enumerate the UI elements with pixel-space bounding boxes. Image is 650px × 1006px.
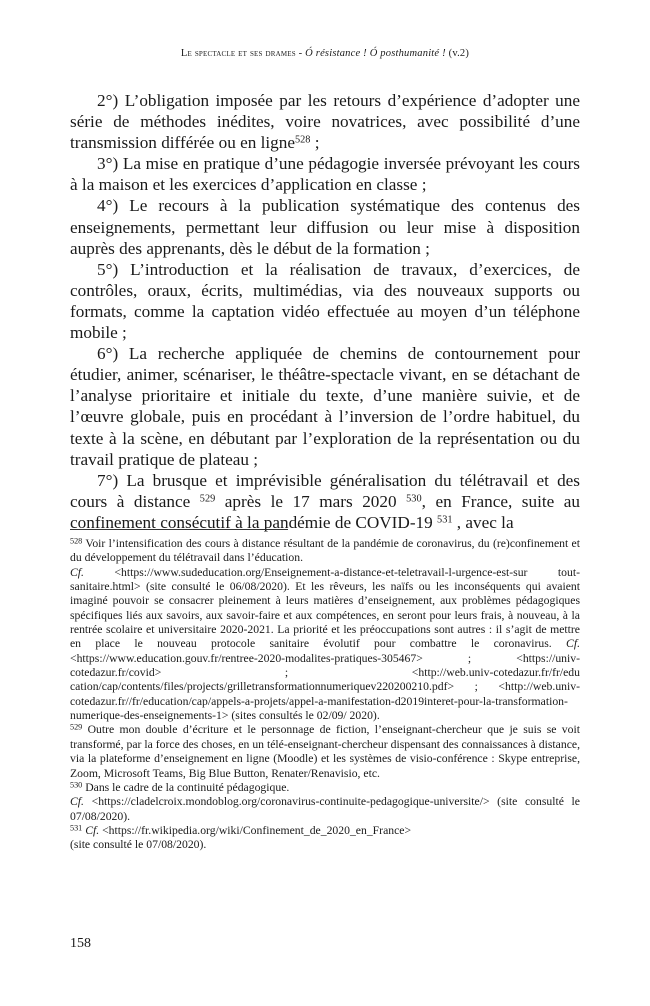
footnote-530-cf: Cf.	[70, 795, 84, 809]
paragraph-7	[70, 470, 580, 533]
footnote-separator	[70, 529, 288, 530]
paragraph-6: 6°) La recherche appliquée de chemins de contournement pour étudier, animer, scénariser, le théâtre-spectacle vivant, en se détachant de l’analyse prioritaire et initiale du texte, d’une manière suivie, et de l’œuvre globale, puis en procédant à l’inversion de l’ordre habituel, du texte à la scène, en débutant par l’exploration de la représentation ou du travail pratique de plateau ;	[70, 344, 580, 469]
footnote-528-cf-2: Cf.	[566, 637, 580, 651]
footnote-530-text: Dans le cadre de la continuité pédagogique.	[82, 780, 290, 794]
paragraph-7-text-d: , avec la	[456, 512, 514, 532]
footnote-531-number: 531	[70, 823, 83, 833]
paragraph-3: 3°) La mise en pratique d’une pédagogie inversée prévoyant les cours à la maison et les exercices d’application en classe ;	[70, 154, 580, 195]
main-text	[70, 90, 580, 533]
note-ref-530[interactable]: 530	[406, 493, 422, 505]
header-title: Le spectacle et ses drames -	[180, 48, 306, 59]
footnote-528-continuation: <https://www.sudeducation.org/Enseignement-a-distance-et-teletravail-l-urgence-est-sur tout-sanitaire.html> (site consulté le 06/08/2020). Et les rêveurs, les naïfs ou les inconséquents qui avaient imaginé pouvoir se consacrer pleinement à leurs matières d’enseignement, aux problèmes pédagogiques spécifiques liés aux savoirs, aux savoir-faire et aux compétences, en seront pour leurs frais, à nouveau, à la rentrée scolaire et universitaire 2020-2021. La priorité et les préoccupations sont autres : il s’agit de mettre en place le nouveau protocole sanitaire évolutif pour combattre le coronavirus.	[70, 565, 580, 651]
note-ref-529[interactable]: 529	[199, 493, 216, 505]
header-subtitle: Ó résistance ! Ó posthumanité !	[305, 48, 446, 59]
footnote-528	[70, 537, 580, 723]
footnote-528-number: 528	[70, 536, 83, 546]
footnote-531-consulted: (site consulté le 07/08/2020).	[70, 838, 207, 852]
paragraph-2-tail: ;	[310, 133, 320, 153]
footnote-528-cf: Cf.	[70, 565, 84, 579]
header-version: (v.2)	[445, 48, 470, 59]
footnote-530-number: 530	[70, 780, 83, 790]
running-header	[0, 48, 650, 59]
paragraph-2	[70, 90, 580, 153]
footnote-531	[70, 824, 580, 853]
footnote-528-links: <https://www.education.gouv.fr/rentree-2020-modalites-pratiques-305467> ; <https://univ-cotedazur.fr/covid> ; <http://web.univ-cotedazur.fr/fr/edu cation/cap/contents/files/projects/grilletransformationnumeriquev220200210.pdf> ; <http://web.univ-cotedazur.fr//fr/education/cap/appels-a-projets/appel-a-manifestation-d2019interet-pour-la-transformation-numerique-des-enseignements-1> (sites consultés le 02/09/ 2020).	[70, 651, 580, 723]
footnote-530	[70, 781, 580, 824]
footnote-528-text: Voir l’intensification des cours à distance résultant de la pandémie de coronavirus, du (re)confinement et du développement du télétravail dans l’éducation.	[70, 537, 580, 565]
note-ref-531[interactable]: 531	[437, 514, 453, 526]
paragraph-5: 5°) L’introduction et la réalisation de travaux, d’exercices, de contrôles, oraux, écrits, multimédias, via des nouveaux supports ou formats, comme la captation vidéo effectuée au moyen d’un téléphone mobile ;	[70, 259, 580, 343]
paragraph-7-text-b: après le 17 mars 2020	[215, 491, 397, 511]
footnote-531-link: <https://fr.wikipedia.org/wiki/Confinement_de_2020_en_France>	[99, 823, 412, 837]
covid-term: COVID-19	[355, 512, 433, 532]
paragraph-7-text-a: 7°) La brusque et imprévisible généralisation du télétravail et des cours à distance	[70, 470, 580, 511]
footnote-529-text: Outre mon double d’écriture et le personnage de fiction, l’enseignant-chercheur que je suis se voit transformé, par la force des choses, en un télé-enseignant-chercheur dispensant des connaissances à distance, via la plateforme d’enseignement en ligne (Moodle) et les systèmes de visio-conférence : Skype entreprise, Zoom, Microsoft Teams, Big Blue Button, Renater/Renavisio, etc.	[70, 723, 580, 780]
footnote-530-link: <https://cladelcroix.mondoblog.org/coronavirus-continuite-pedagogique-universite/> (site consulté le 07/08/2020).	[70, 795, 580, 823]
paragraph-2-text: 2°) L’obligation imposée par les retours d’expérience d’adopter une série de méthodes inédites, voire novatrices, avec possibilité d’une transmission différée ou en ligne	[70, 91, 580, 153]
footnote-529	[70, 723, 580, 780]
paragraph-7-text-c: , en France, suite au confinement consécutif à la pandémie de	[70, 491, 581, 532]
footnotes	[70, 537, 580, 853]
footnote-531-cf: Cf.	[85, 823, 100, 837]
page-number: 158	[70, 936, 91, 951]
note-ref-528[interactable]: 528	[294, 134, 311, 146]
footnote-529-number: 529	[70, 722, 83, 732]
paragraph-4: 4°) Le recours à la publication systématique des contenus des enseignements, permettant leur diffusion ou leur mise à disposition auprès des apprenants, dès le début de la formation ;	[70, 196, 580, 258]
